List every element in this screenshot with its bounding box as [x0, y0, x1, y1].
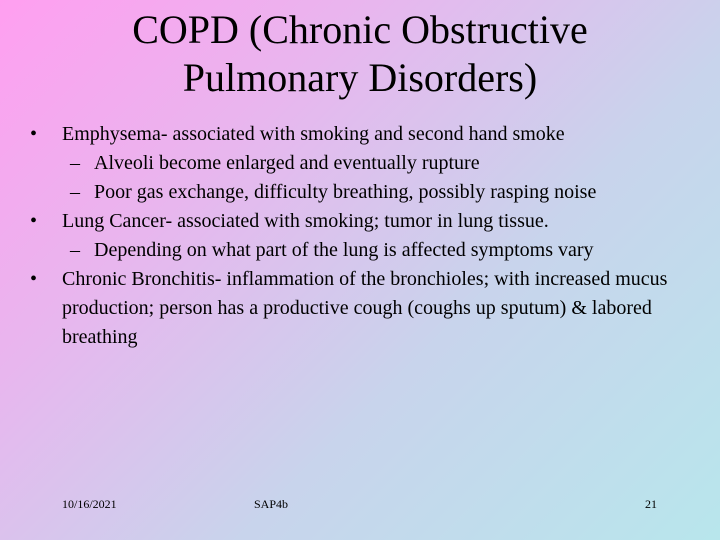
- sub-bullet-dash: –: [70, 152, 80, 174]
- sub-bullet-dash: –: [70, 181, 80, 203]
- bullet-text: Chronic Bronchitis- inflammation of the bronchioles; with increased mucus production; person has a productive cough (coughs up sputum) & labored breathing: [62, 268, 668, 348]
- bullet-chronic-bronchitis: [30, 265, 680, 352]
- slide-number: 21: [645, 497, 657, 511]
- slide-title: [60, 6, 660, 102]
- bullet-dot: •: [30, 268, 38, 290]
- sub-bullet-dash: –: [70, 239, 80, 261]
- sub-bullet-text: Poor gas exchange, difficulty breathing, possibly rasping noise: [94, 181, 597, 203]
- sub-bullet-gas-exchange: [30, 178, 680, 207]
- bullet-dot: •: [30, 210, 38, 232]
- footer-date: 10/16/2021: [62, 497, 117, 511]
- title-line-1: COPD (Chronic Obstructive: [132, 7, 588, 52]
- title-line-2: Pulmonary Disorders): [182, 55, 538, 100]
- sub-bullet-symptoms: [30, 236, 680, 265]
- bullet-lung-cancer: [30, 207, 680, 236]
- sub-bullet-text: Depending on what part of the lung is affected symptoms vary: [94, 239, 594, 261]
- sub-bullet-text: Alveoli become enlarged and eventually rupture: [94, 152, 480, 174]
- slide-body: [30, 120, 680, 352]
- bullet-emphysema: [30, 120, 680, 149]
- footer-center: SAP4b: [254, 497, 289, 511]
- sub-bullet-alveoli: [30, 149, 680, 178]
- bullet-dot: •: [30, 123, 38, 145]
- bullet-text: Emphysema- associated with smoking and second hand smoke: [62, 123, 565, 145]
- bullet-text: Lung Cancer- associated with smoking; tumor in lung tissue.: [62, 210, 549, 232]
